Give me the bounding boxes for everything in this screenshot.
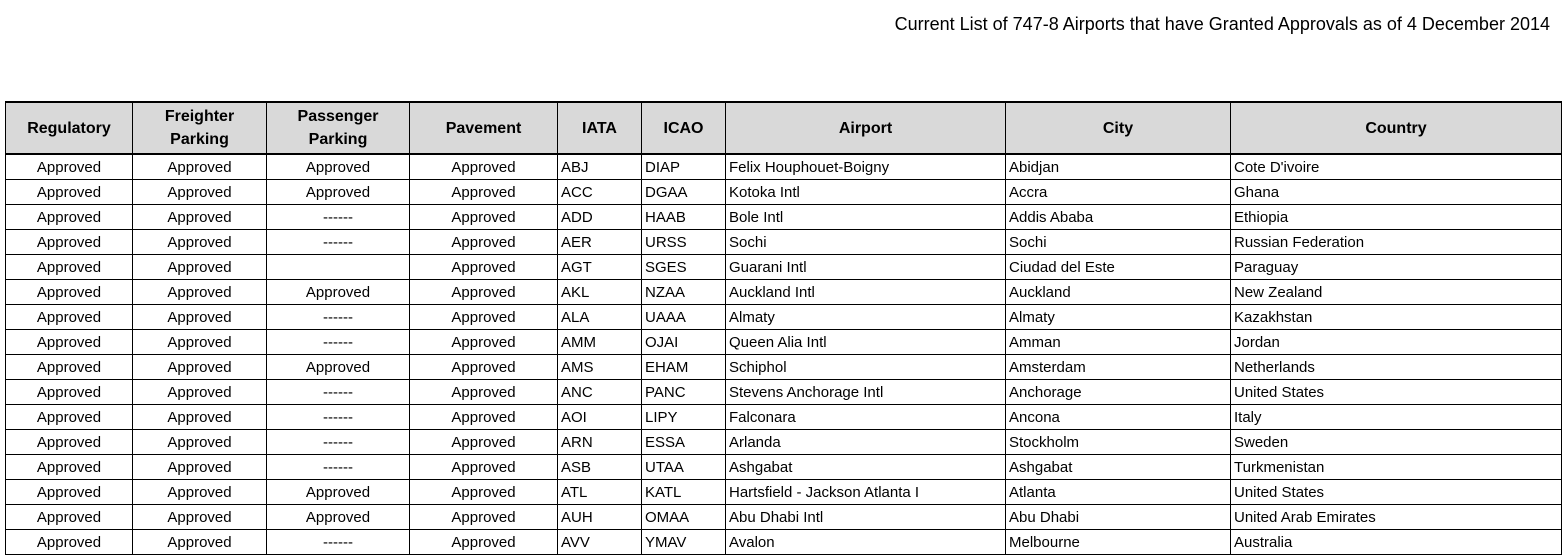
cell-passenger-parking: Approved [267,505,410,530]
cell-regulatory: Approved [6,380,133,405]
col-header-iata: IATA [558,102,642,154]
cell-regulatory: Approved [6,255,133,280]
table-row [6,430,1562,455]
cell-passenger-parking: Approved [267,480,410,505]
table-row [6,405,1562,430]
cell-airport: Kotoka Intl [726,180,1006,205]
table-row [6,330,1562,355]
cell-airport: Hartsfield - Jackson Atlanta I [726,480,1006,505]
cell-iata: ANC [558,380,642,405]
cell-iata: ACC [558,180,642,205]
cell-city: Amman [1006,330,1231,355]
cell-regulatory: Approved [6,205,133,230]
cell-city: Abidjan [1006,154,1231,180]
cell-airport: Felix Houphouet-Boigny [726,154,1006,180]
cell-airport: Schiphol [726,355,1006,380]
cell-city: Stockholm [1006,430,1231,455]
cell-pavement: Approved [410,530,558,555]
cell-icao: URSS [642,230,726,255]
cell-country: Ghana [1231,180,1562,205]
cell-freighter-parking: Approved [133,380,267,405]
cell-pavement: Approved [410,480,558,505]
cell-country: United States [1231,480,1562,505]
cell-icao: LIPY [642,405,726,430]
table-row [6,154,1562,180]
cell-country: United States [1231,380,1562,405]
cell-passenger-parking: ------ [267,230,410,255]
col-header-icao: ICAO [642,102,726,154]
col-header-freighter-parking: Freighter Parking [133,102,267,154]
cell-iata: ATL [558,480,642,505]
cell-iata: AMS [558,355,642,380]
cell-iata: AUH [558,505,642,530]
table-row [6,530,1562,555]
cell-icao: HAAB [642,205,726,230]
cell-iata: AER [558,230,642,255]
cell-icao: PANC [642,380,726,405]
table-row [6,505,1562,530]
cell-city: Atlanta [1006,480,1231,505]
cell-airport: Sochi [726,230,1006,255]
cell-regulatory: Approved [6,530,133,555]
table-row [6,280,1562,305]
cell-regulatory: Approved [6,230,133,255]
cell-regulatory: Approved [6,280,133,305]
cell-freighter-parking: Approved [133,205,267,230]
cell-city: Almaty [1006,305,1231,330]
cell-passenger-parking: Approved [267,154,410,180]
cell-iata: AOI [558,405,642,430]
cell-freighter-parking: Approved [133,455,267,480]
cell-country: New Zealand [1231,280,1562,305]
cell-pavement: Approved [410,330,558,355]
cell-airport: Guarani Intl [726,255,1006,280]
cell-icao: OMAA [642,505,726,530]
cell-pavement: Approved [410,505,558,530]
table-row [6,305,1562,330]
cell-passenger-parking: ------ [267,455,410,480]
cell-city: Abu Dhabi [1006,505,1231,530]
cell-pavement: Approved [410,305,558,330]
cell-country: Paraguay [1231,255,1562,280]
cell-icao: YMAV [642,530,726,555]
cell-country: Sweden [1231,430,1562,455]
cell-pavement: Approved [410,405,558,430]
cell-regulatory: Approved [6,180,133,205]
cell-pavement: Approved [410,255,558,280]
cell-iata: AMM [558,330,642,355]
cell-country: Netherlands [1231,355,1562,380]
table-row [6,205,1562,230]
cell-freighter-parking: Approved [133,480,267,505]
cell-regulatory: Approved [6,355,133,380]
cell-icao: ESSA [642,430,726,455]
cell-country: Russian Federation [1231,230,1562,255]
table-row [6,380,1562,405]
cell-freighter-parking: Approved [133,255,267,280]
cell-city: Ashgabat [1006,455,1231,480]
cell-passenger-parking: ------ [267,405,410,430]
cell-passenger-parking: ------ [267,530,410,555]
table-body [6,154,1562,555]
cell-regulatory: Approved [6,154,133,180]
cell-city: Melbourne [1006,530,1231,555]
cell-country: Kazakhstan [1231,305,1562,330]
cell-airport: Stevens Anchorage Intl [726,380,1006,405]
cell-freighter-parking: Approved [133,180,267,205]
cell-freighter-parking: Approved [133,505,267,530]
table-row [6,180,1562,205]
cell-icao: UAAA [642,305,726,330]
cell-country: United Arab Emirates [1231,505,1562,530]
col-header-airport: Airport [726,102,1006,154]
cell-passenger-parking [267,255,410,280]
table-row [6,355,1562,380]
cell-icao: KATL [642,480,726,505]
cell-country: Jordan [1231,330,1562,355]
cell-city: Accra [1006,180,1231,205]
cell-pavement: Approved [410,380,558,405]
cell-icao: EHAM [642,355,726,380]
cell-airport: Auckland Intl [726,280,1006,305]
cell-country: Australia [1231,530,1562,555]
cell-passenger-parking: ------ [267,380,410,405]
cell-regulatory: Approved [6,505,133,530]
cell-freighter-parking: Approved [133,305,267,330]
col-header-city: City [1006,102,1231,154]
cell-airport: Arlanda [726,430,1006,455]
cell-pavement: Approved [410,230,558,255]
table-row [6,480,1562,505]
table-row [6,230,1562,255]
cell-passenger-parking: Approved [267,180,410,205]
cell-country: Cote D'ivoire [1231,154,1562,180]
cell-country: Italy [1231,405,1562,430]
cell-city: Anchorage [1006,380,1231,405]
cell-regulatory: Approved [6,480,133,505]
cell-regulatory: Approved [6,405,133,430]
cell-airport: Queen Alia Intl [726,330,1006,355]
cell-iata: AKL [558,280,642,305]
cell-iata: ADD [558,205,642,230]
cell-pavement: Approved [410,154,558,180]
col-header-passenger-parking: Passenger Parking [267,102,410,154]
cell-passenger-parking: ------ [267,430,410,455]
cell-pavement: Approved [410,355,558,380]
cell-pavement: Approved [410,430,558,455]
table-row [6,455,1562,480]
cell-freighter-parking: Approved [133,430,267,455]
cell-pavement: Approved [410,280,558,305]
page-title: Current List of 747-8 Airports that have Granted Approvals as of 4 December 2014 [894,14,1550,34]
cell-iata: ARN [558,430,642,455]
cell-airport: Abu Dhabi Intl [726,505,1006,530]
cell-icao: SGES [642,255,726,280]
cell-freighter-parking: Approved [133,154,267,180]
cell-icao: DIAP [642,154,726,180]
cell-regulatory: Approved [6,330,133,355]
col-header-regulatory: Regulatory [6,102,133,154]
cell-regulatory: Approved [6,430,133,455]
cell-freighter-parking: Approved [133,405,267,430]
cell-regulatory: Approved [6,455,133,480]
table-header-row [6,102,1562,154]
cell-icao: DGAA [642,180,726,205]
col-header-pavement: Pavement [410,102,558,154]
cell-airport: Falconara [726,405,1006,430]
cell-freighter-parking: Approved [133,530,267,555]
cell-country: Ethiopia [1231,205,1562,230]
cell-country: Turkmenistan [1231,455,1562,480]
cell-city: Ancona [1006,405,1231,430]
cell-passenger-parking: Approved [267,355,410,380]
col-header-country: Country [1231,102,1562,154]
cell-airport: Bole Intl [726,205,1006,230]
cell-airport: Ashgabat [726,455,1006,480]
cell-city: Ciudad del Este [1006,255,1231,280]
approvals-table [5,101,1562,555]
cell-airport: Avalon [726,530,1006,555]
cell-passenger-parking: ------ [267,305,410,330]
cell-pavement: Approved [410,205,558,230]
cell-freighter-parking: Approved [133,330,267,355]
cell-city: Amsterdam [1006,355,1231,380]
cell-passenger-parking: Approved [267,280,410,305]
cell-city: Auckland [1006,280,1231,305]
cell-city: Addis Ababa [1006,205,1231,230]
cell-airport: Almaty [726,305,1006,330]
table-row [6,255,1562,280]
cell-regulatory: Approved [6,305,133,330]
cell-city: Sochi [1006,230,1231,255]
cell-passenger-parking: ------ [267,205,410,230]
cell-pavement: Approved [410,180,558,205]
cell-pavement: Approved [410,455,558,480]
cell-icao: OJAI [642,330,726,355]
cell-freighter-parking: Approved [133,280,267,305]
cell-icao: UTAA [642,455,726,480]
cell-freighter-parking: Approved [133,230,267,255]
cell-iata: AVV [558,530,642,555]
cell-passenger-parking: ------ [267,330,410,355]
cell-freighter-parking: Approved [133,355,267,380]
cell-iata: ASB [558,455,642,480]
cell-iata: ABJ [558,154,642,180]
cell-iata: AGT [558,255,642,280]
cell-icao: NZAA [642,280,726,305]
cell-iata: ALA [558,305,642,330]
